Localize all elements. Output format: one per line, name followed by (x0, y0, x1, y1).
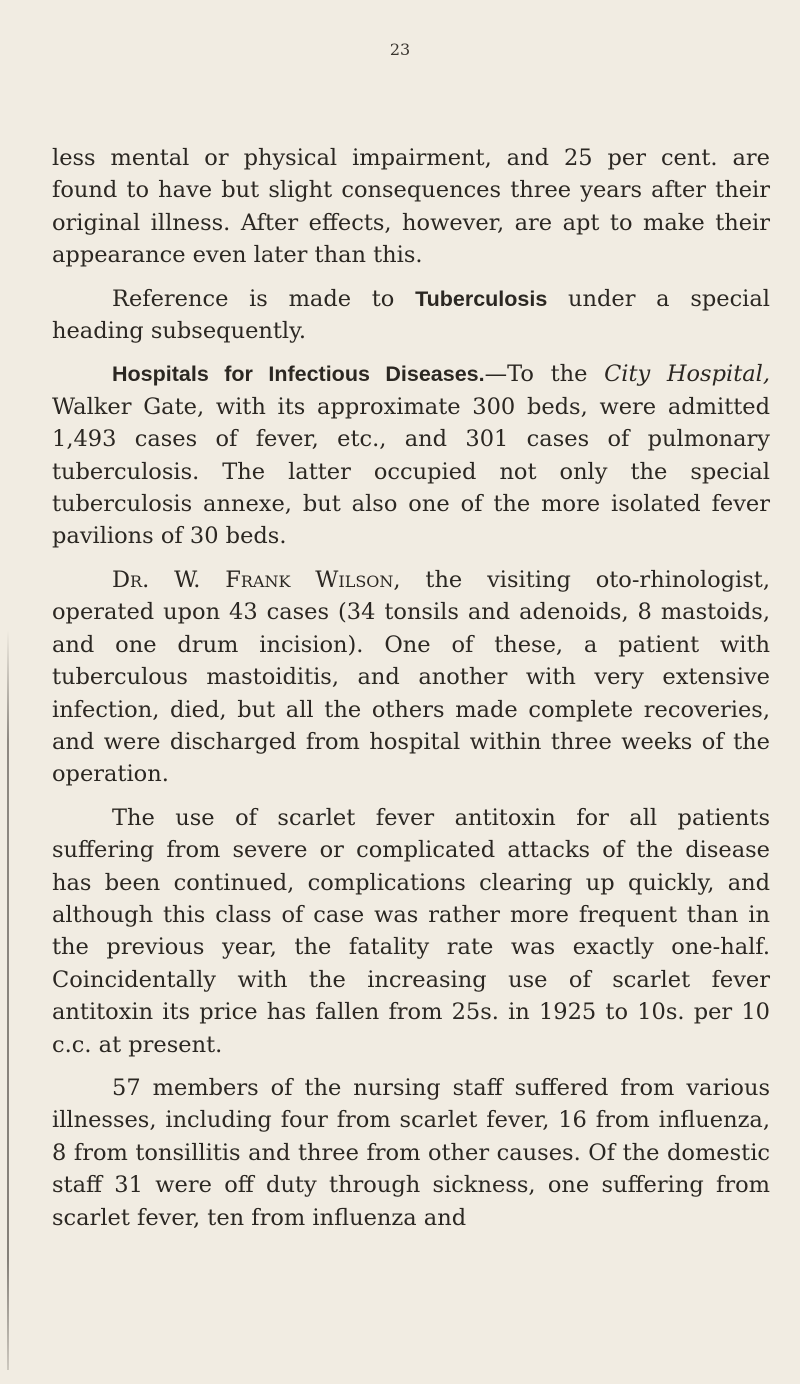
tuberculosis-reference-text-after: under a special heading subsequently. (52, 285, 770, 345)
paragraph-impairment: less mental or physical impairment, and 25 per cent. are found to have but slight consequences three years after their original illness. After effects, however, are apt to make their appearance even later than this. (52, 145, 770, 269)
hospitals-body-text: Walker Gate, with its approximate 300 beds, were admitted 1,493 cases of fever, etc., and 301 cases of pulmonary tuberculosis. The latter occupied not only the special tuberculosis annexe, but also one of the more isolated fever pavilions of 30 beds. (52, 393, 770, 550)
paragraph-hospitals (52, 358, 770, 552)
hospitals-section-heading: Hospitals for Infectious Diseases. (112, 362, 485, 387)
body-text (52, 142, 770, 1245)
page-number: 23 (389, 40, 411, 59)
paragraph-nursing-staff: 57 members of the nursing staff suffered from various illnesses, including four from scarlet fever, 16 from influenza, 8 from tonsillitis and three from other causes. Of the domestic staff 31 were off duty through sickness, one suffering from scarlet fever, ten from influenza and (52, 1074, 770, 1231)
tuberculosis-reference-text-before: Reference is made to (112, 285, 416, 312)
doctor-name: Dr. W. Frank Wilson, (112, 566, 401, 593)
page-edge-shadow (7, 630, 9, 1370)
paragraph-antitoxin: The use of scarlet fever antitoxin for all patients suffering from severe or complicated attacks of the disease has been continued, complications clearing up quickly, and although this class of case was rather more frequent than in the previous year, the fatality rate was exactly one-half. Coincidentally with the increasing use of scarlet fever antitoxin its price has fallen from 25s. in 1925 to 10s. per 10 c.c. at present. (52, 804, 770, 1058)
oto-rhinologist-body-text: the visiting oto-rhinologist, operated upon 43 cases (34 tonsils and adenoids, 8 mastoids, and one drum incision). One of these, a patient with tuberculous mastoiditis, and another with very extensive infection, died, but all the others made complete recoveries, and were discharged from hospital within three weeks of the operation. (52, 566, 770, 788)
tuberculosis-term: Tuberculosis (415, 286, 548, 311)
paragraph-oto-rhinologist (52, 564, 770, 791)
hospitals-dash-text: —To the (484, 361, 605, 388)
paragraph-tuberculosis-reference (52, 283, 770, 348)
city-hospital-name: City Hospital, (604, 361, 771, 388)
